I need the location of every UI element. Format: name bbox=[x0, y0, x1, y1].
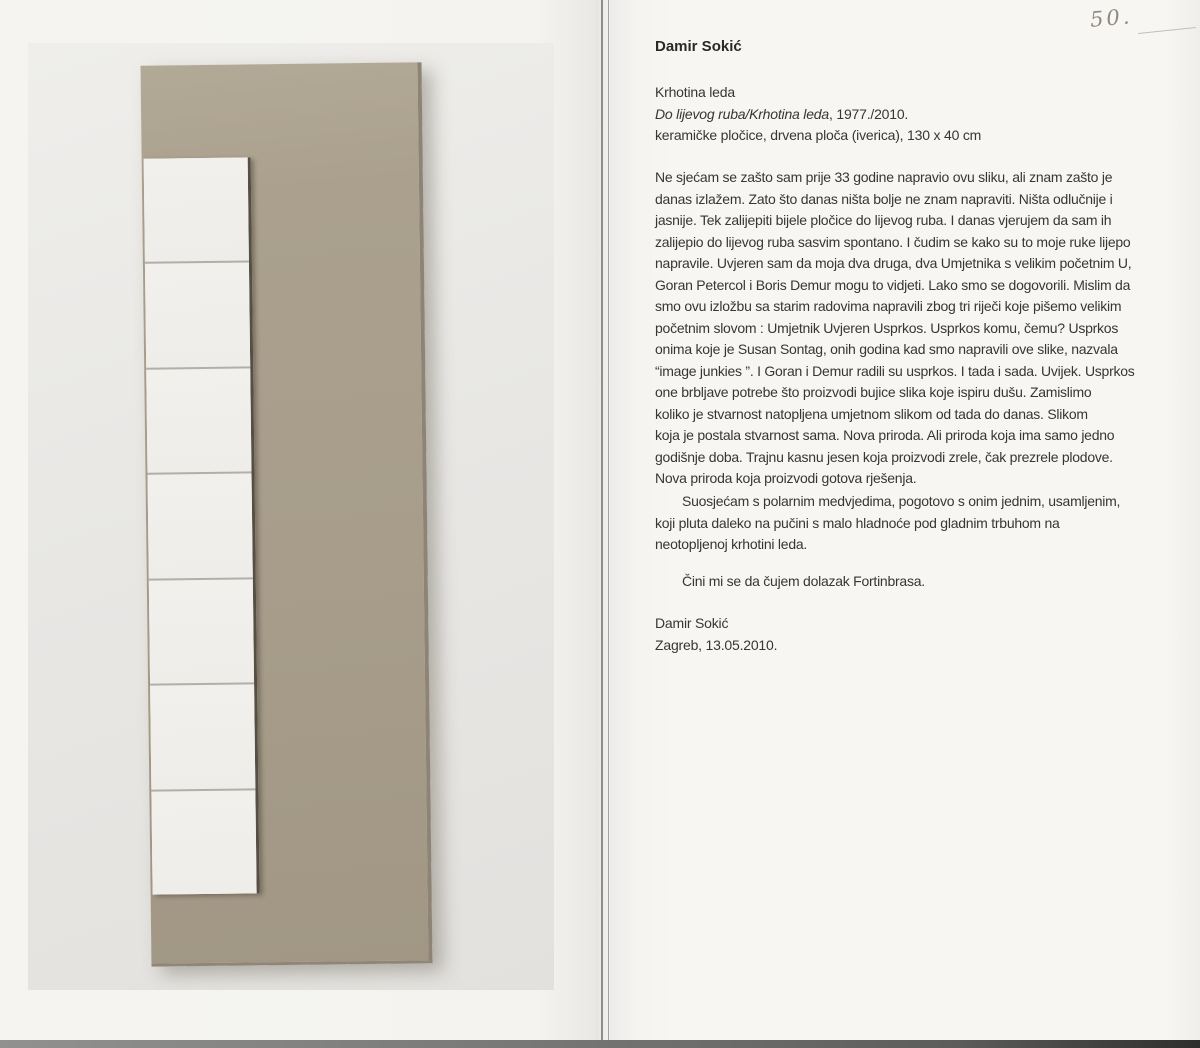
text-line: koja je postala stvarnost sama. Nova priroda. Ali priroda koja ima samo jedno bbox=[655, 427, 1115, 443]
artwork-board bbox=[141, 62, 433, 966]
text-line: koliko je stvarnost natopljena umjetnom slikom od tada do danas. Slikom bbox=[655, 405, 1088, 422]
gutter-line-right bbox=[608, 0, 609, 1040]
signature-block bbox=[655, 613, 777, 656]
page-gutter bbox=[596, 0, 610, 1040]
text-line: koji pluta daleko na pučini s malo hladnoće pod gladnim trbuhom na bbox=[655, 514, 1060, 531]
ceramic-tile bbox=[147, 472, 252, 579]
essay-paragraph-2 bbox=[655, 491, 1120, 556]
artwork-date: , 1977./2010. bbox=[828, 105, 909, 122]
right-page bbox=[610, 0, 1200, 1040]
artwork-caption bbox=[655, 82, 981, 147]
text-line: one brbljave potrebe što proizvodi bujice slika koje ispiru dušu. Zamislimo bbox=[655, 384, 1092, 400]
tile-column bbox=[144, 157, 260, 894]
text-line: jasnije. Tek zalijepiti bijele pločice do lijevog ruba. I danas vjerujem da sam ih bbox=[655, 212, 1112, 228]
ceramic-tile bbox=[145, 261, 250, 368]
text-line: “image junkies ”. I Goran i Demur radili su usprkos. I tada i sada. Uvijek. Usprkos bbox=[655, 362, 1135, 379]
text-line: neotopljenoj krhotini leda. bbox=[655, 536, 808, 552]
left-page bbox=[0, 0, 596, 1040]
ceramic-tile bbox=[151, 788, 256, 895]
text-line: smo ovu izložbu sa starim radovima napravili zbog tri riječi koje pišemo velikim bbox=[655, 298, 1122, 314]
text-line: Nova priroda koja proizvodi gotova rješenja. bbox=[655, 470, 917, 486]
text-line: napravile. Uvjeren sam da moja dva druga, dva Umjetnika s velikim početnim U, bbox=[655, 255, 1132, 271]
ceramic-tile bbox=[149, 577, 254, 684]
text-line: početnim slovom : Umjetnik Uvjeren Usprkos. Usprkos komu, čemu? Usprkos bbox=[655, 319, 1119, 336]
text-line: Suosjećam s polarnim medvjedima, pogotovo s onim jednim, usamljenim, bbox=[682, 493, 1121, 509]
signature-name: Damir Sokić bbox=[655, 615, 729, 631]
essay-paragraph-3 bbox=[655, 571, 925, 593]
text-line: Čini mi se da čujem dolazak Fortinbrasa. bbox=[682, 573, 925, 589]
artwork-photo bbox=[28, 43, 554, 990]
text-line: Ne sjećam se zašto sam prije 33 godine napravio ovu sliku, ali znam zašto je bbox=[655, 169, 1113, 185]
scanner-edge-strip bbox=[0, 1040, 1200, 1048]
ceramic-tile bbox=[146, 366, 251, 473]
artist-name-header: Damir Sokić bbox=[655, 38, 742, 55]
artwork-full-title-italic: Do lijevog ruba/Krhotina leda bbox=[655, 105, 829, 122]
artwork-full-title-line bbox=[655, 104, 981, 126]
text-line: danas izlažem. Zato što danas ništa bolje ne znam napraviti. Ništa odlučnije i bbox=[655, 190, 1113, 207]
essay-paragraph-1 bbox=[655, 167, 1135, 490]
gutter-line-left bbox=[601, 0, 603, 1040]
ceramic-tile bbox=[150, 683, 255, 790]
text-line: Goran Petercol i Boris Demur mogu to vidjeti. Lako smo se dogovorili. Mislim da bbox=[655, 276, 1131, 293]
signature-place-date: Zagreb, 13.05.2010. bbox=[655, 636, 778, 653]
artwork-title: Krhotina leda bbox=[655, 84, 735, 100]
text-line: godišnje doba. Trajnu kasnu jesen koja proizvodi zrele, čak prezrele plodove. bbox=[655, 448, 1113, 465]
text-line: zalijepio do lijevog ruba sasvim spontano. I čudim se kako su to moje ruke lijepo bbox=[655, 233, 1131, 250]
text-line: onima koje je Susan Sontag, onih godina kad smo napravili ove slike, nazvala bbox=[655, 341, 1118, 357]
handwritten-page-number: 50. bbox=[1089, 4, 1134, 32]
pencil-stroke bbox=[1138, 27, 1196, 34]
ceramic-tile bbox=[144, 157, 249, 262]
artwork-materials: keramičke pločice, drvena ploča (iverica), 130 x 40 cm bbox=[655, 127, 982, 143]
